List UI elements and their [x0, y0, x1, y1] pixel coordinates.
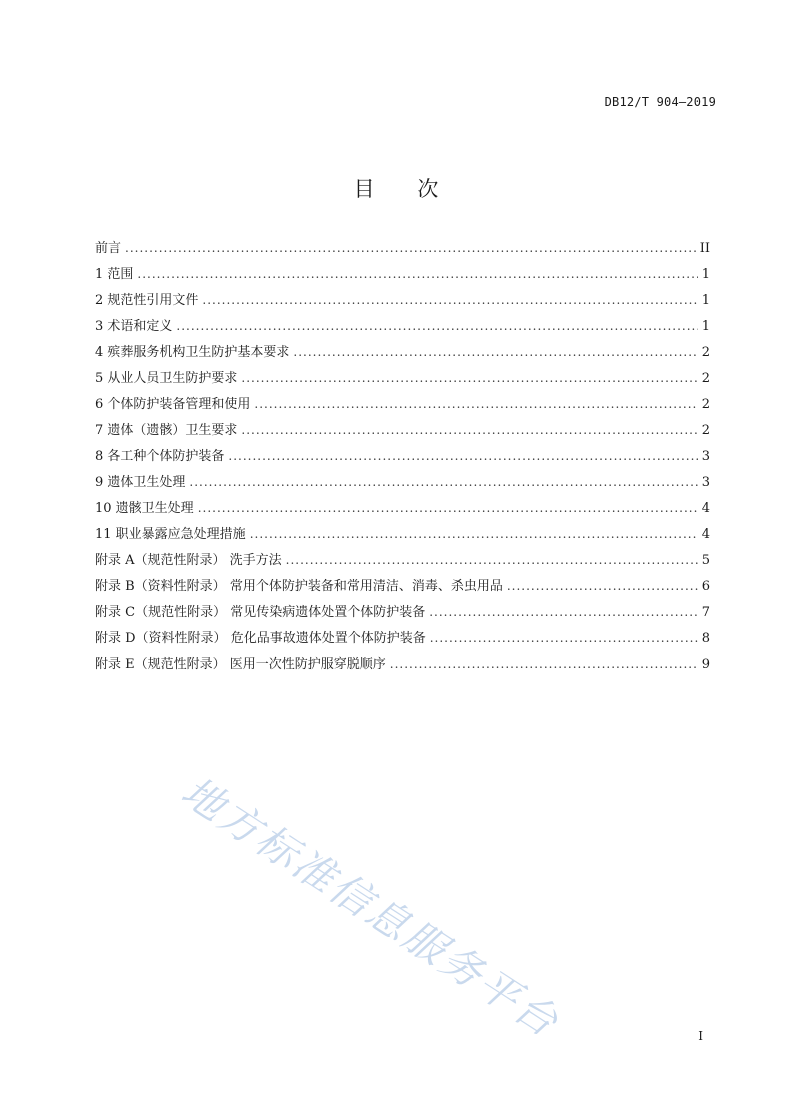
toc-entry-appendix-a[interactable] [95, 547, 710, 573]
toc-leader-dots [250, 521, 698, 547]
toc-entry-label: 1 范围 [95, 267, 134, 282]
toc-entry-label: 10 遗骸卫生处理 [95, 501, 194, 516]
toc-entry-page: 8 [701, 631, 710, 646]
toc-entry-label: 附录 C（规范性附录） 常见传染病遗体处置个体防护装备 [95, 605, 426, 620]
toc-entry-2[interactable] [95, 287, 710, 313]
toc-entry-1[interactable] [95, 261, 710, 287]
toc-entry-5[interactable] [95, 365, 710, 391]
toc-entry-label: 8 各工种个体防护装备 [95, 449, 225, 464]
toc-entry-label: 5 从业人员卫生防护要求 [95, 371, 238, 386]
toc-entry-3[interactable] [95, 313, 710, 339]
toc-entry-page: 2 [701, 345, 710, 360]
toc-entry-appendix-b[interactable] [95, 573, 710, 599]
toc-entry-page: 1 [701, 267, 710, 282]
toc-leader-dots [293, 339, 697, 365]
document-code: DB12/T 904—2019 [604, 95, 716, 109]
toc-leader-dots [202, 287, 697, 313]
table-of-contents [95, 235, 710, 677]
toc-entry-label: 附录 A（规范性附录） 洗手方法 [95, 553, 282, 568]
toc-leader-dots [241, 417, 697, 443]
toc-entry-page: 6 [701, 579, 710, 594]
toc-leader-dots [430, 625, 698, 651]
toc-entry-page: 3 [701, 449, 710, 464]
toc-leader-dots [429, 599, 698, 625]
page-number: I [698, 1029, 703, 1043]
toc-entry-label: 7 遗体（遗骸）卫生要求 [95, 423, 238, 438]
toc-entry-11[interactable] [95, 521, 710, 547]
toc-entry-8[interactable] [95, 443, 710, 469]
toc-entry-page: 9 [701, 657, 710, 672]
toc-entry-label: 附录 B（资料性附录） 常用个体防护装备和常用清洁、消毒、杀虫用品 [95, 579, 503, 594]
toc-entry-label: 4 殡葬服务机构卫生防护基本要求 [95, 345, 290, 360]
toc-entry-appendix-e[interactable] [95, 651, 710, 677]
toc-entry-label: 9 遗体卫生处理 [95, 475, 186, 490]
toc-entry-page: 3 [701, 475, 710, 490]
toc-entry-label: 前言 [95, 241, 122, 256]
toc-entry-label: 6 个体防护装备管理和使用 [95, 397, 251, 412]
toc-entry-foreword[interactable] [95, 235, 710, 261]
toc-leader-dots [189, 469, 697, 495]
toc-entry-appendix-d[interactable] [95, 625, 710, 651]
toc-leader-dots [176, 313, 697, 339]
toc-entry-page: 7 [701, 605, 710, 620]
toc-entry-4[interactable] [95, 339, 710, 365]
toc-leader-dots [507, 573, 698, 599]
toc-leader-dots [228, 443, 697, 469]
toc-leader-dots [286, 547, 698, 573]
toc-entry-label: 3 术语和定义 [95, 319, 173, 334]
toc-entry-page: 4 [701, 501, 710, 516]
toc-entry-page: 1 [701, 319, 710, 334]
toc-entry-page: 2 [701, 423, 710, 438]
toc-leader-dots [241, 365, 697, 391]
toc-entry-page: 5 [701, 553, 710, 568]
toc-entry-10[interactable] [95, 495, 710, 521]
toc-leader-dots [125, 235, 696, 261]
toc-entry-page: 4 [701, 527, 710, 542]
toc-entry-label: 2 规范性引用文件 [95, 293, 199, 308]
toc-entry-page: II [699, 241, 710, 256]
toc-leader-dots [254, 391, 697, 417]
toc-entry-label: 11 职业暴露应急处理措施 [95, 527, 246, 542]
toc-entry-label: 附录 E（规范性附录） 医用一次性防护服穿脱顺序 [95, 657, 386, 672]
toc-leader-dots [390, 651, 698, 677]
toc-entry-page: 2 [701, 397, 710, 412]
toc-entry-label: 附录 D（资料性附录） 危化品事故遗体处置个体防护装备 [95, 631, 426, 646]
toc-entry-6[interactable] [95, 391, 710, 417]
toc-entry-appendix-c[interactable] [95, 599, 710, 625]
toc-entry-page: 1 [701, 293, 710, 308]
toc-leader-dots [198, 495, 698, 521]
toc-entry-7[interactable] [95, 417, 710, 443]
toc-entry-9[interactable] [95, 469, 710, 495]
page-title: 目 次 [353, 177, 457, 201]
toc-entry-page: 2 [701, 371, 710, 386]
toc-leader-dots [137, 261, 697, 287]
watermark: 地方标准信息服务平台 [173, 767, 569, 1048]
